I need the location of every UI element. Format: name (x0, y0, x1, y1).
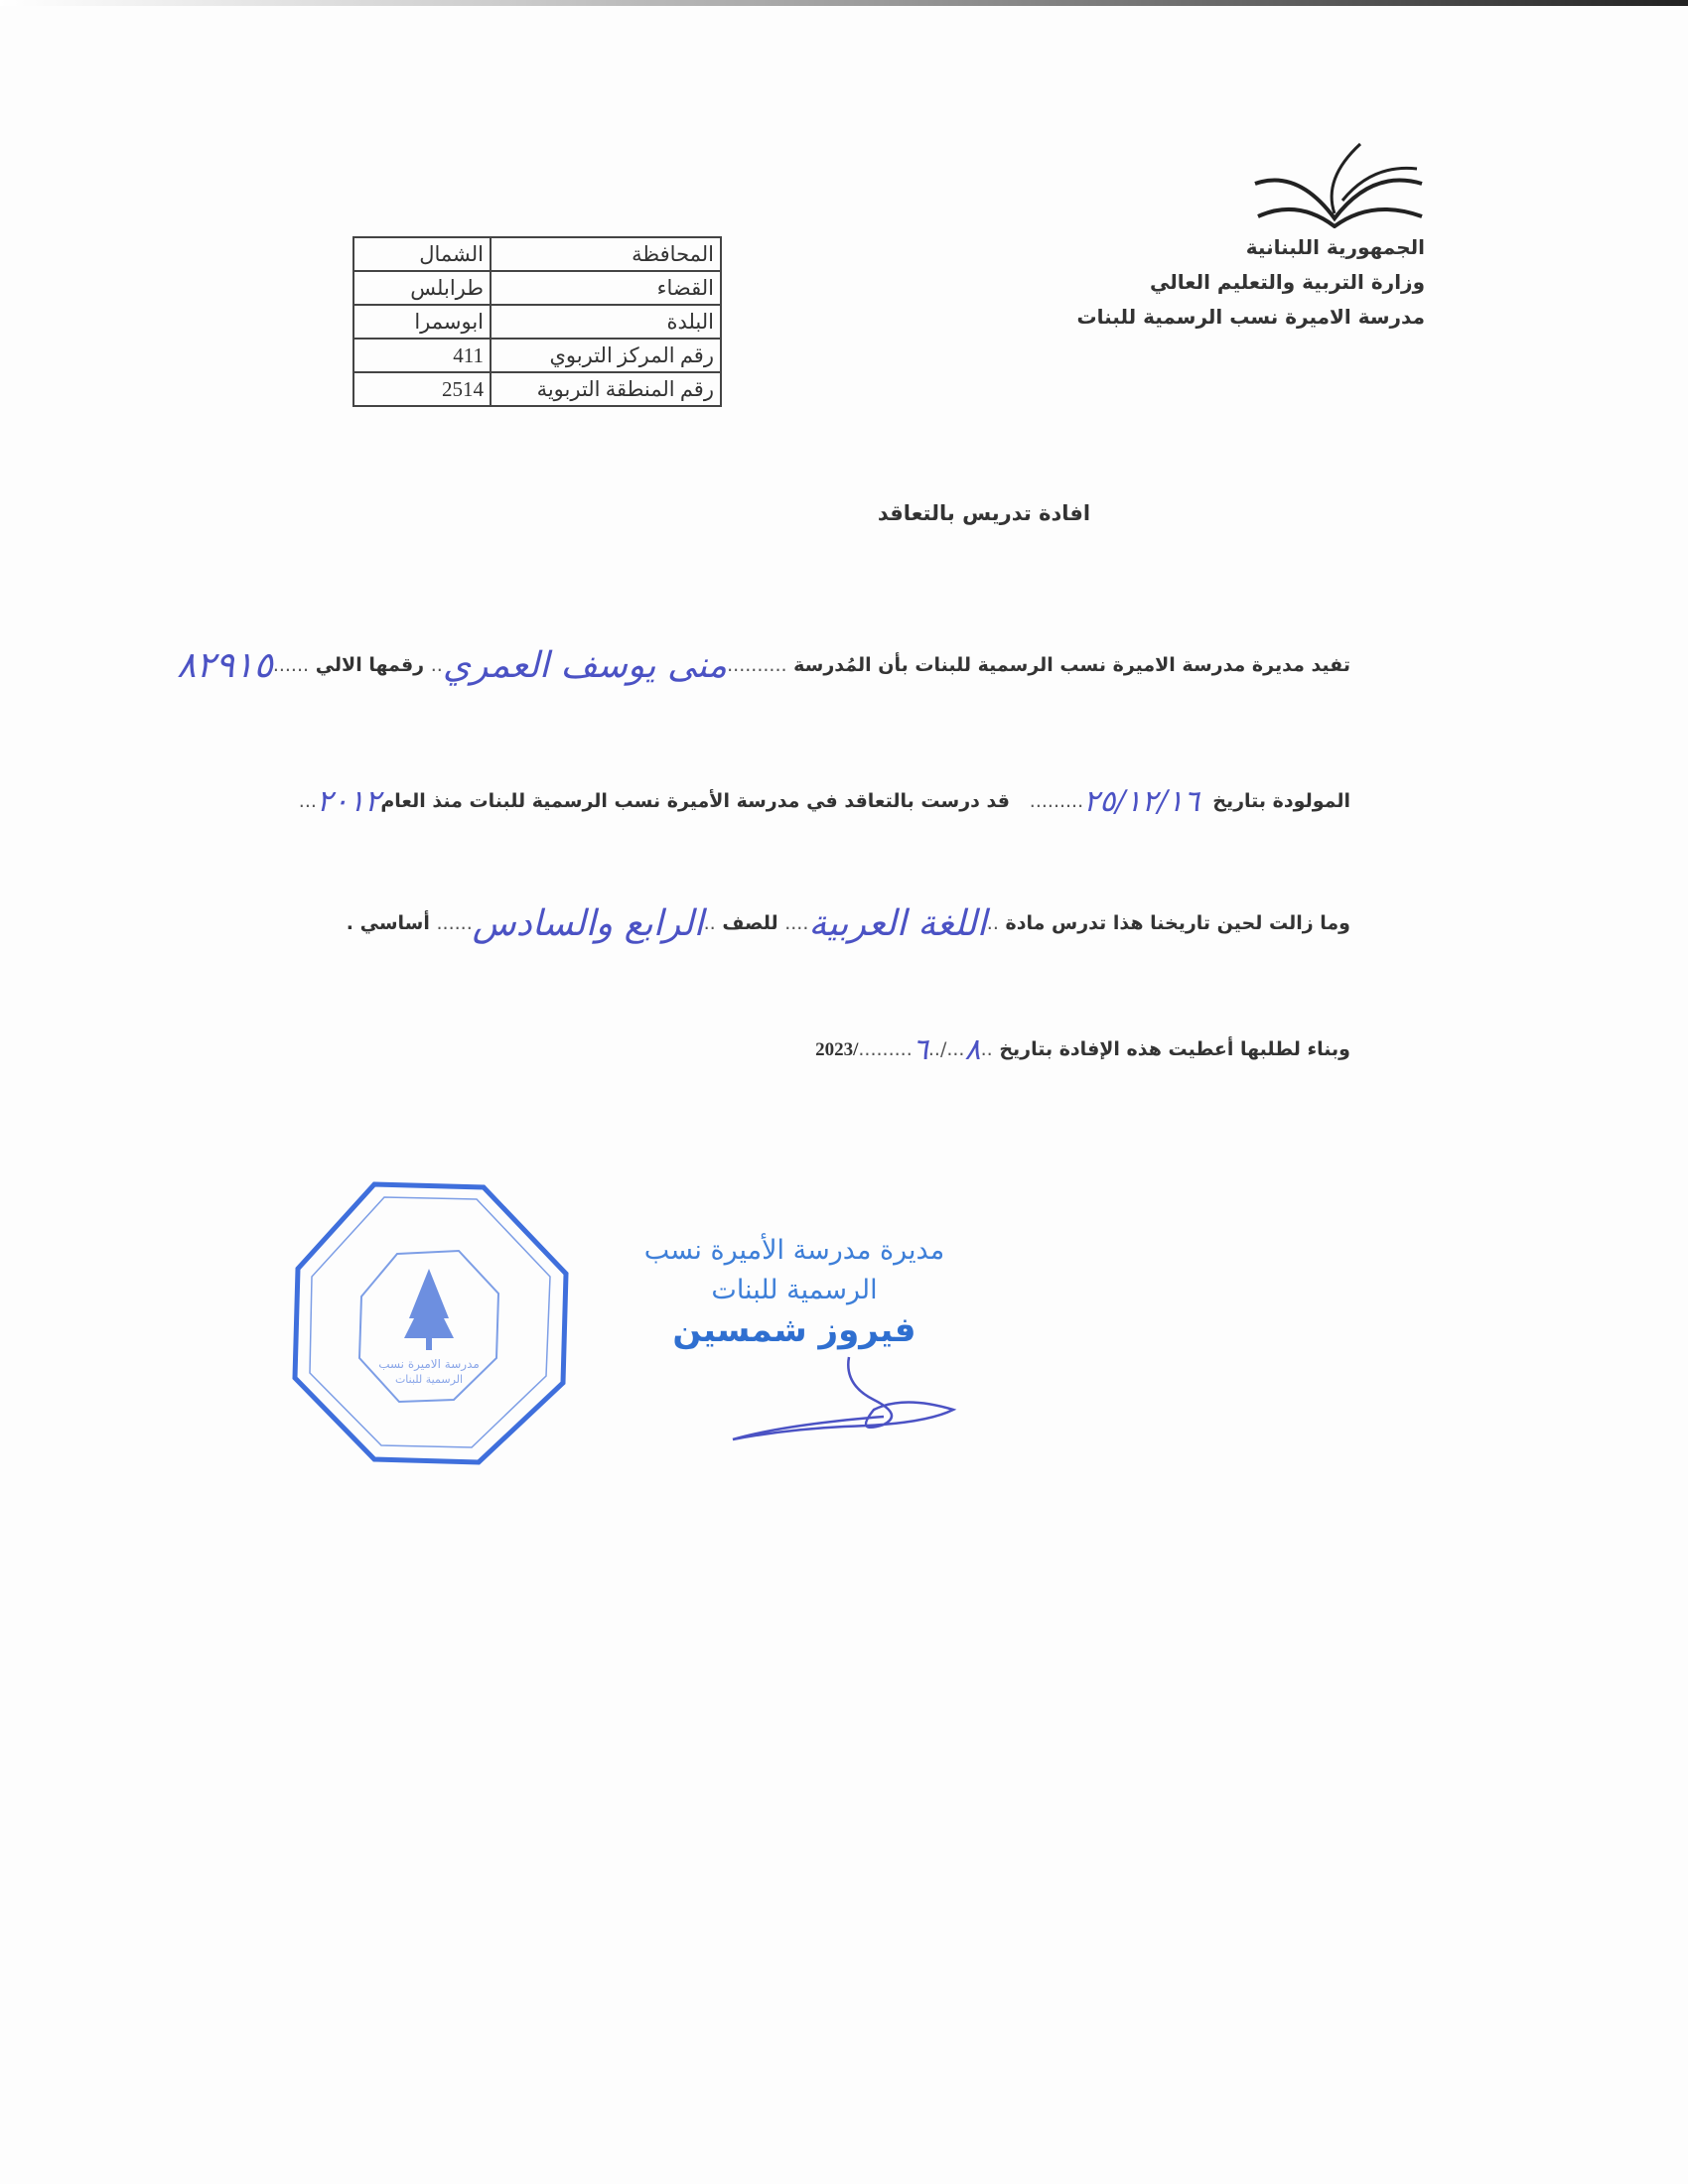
school-info-table (352, 236, 722, 407)
handwritten-signature-icon (725, 1355, 963, 1444)
handwritten-name: منى يوسف العمري (442, 645, 728, 686)
svg-text:مدرسة الاميرة نسب: مدرسة الاميرة نسب (378, 1357, 480, 1371)
director-signature-block (626, 1231, 963, 1350)
table-row (353, 372, 721, 406)
static-text: وبناء لطلبها أعطيت هذه الإفادة بتاريخ (999, 1038, 1350, 1060)
static-text: المولودة بتاريخ (1212, 790, 1350, 812)
handwritten-birth-date: ٢٥/١٢/١٦ (1083, 784, 1200, 819)
static-text: رقمها الالي (315, 654, 425, 676)
signature-title-line1: مديرة مدرسة الأميرة نسب (643, 1235, 945, 1266)
letterhead-country: الجمهورية اللبنانية (1245, 235, 1425, 259)
static-text: قد درست بالتعاقد في مدرسة الأميرة نسب الرسمية للبنات منذ العام (380, 790, 1010, 812)
row-value: طرابلس (353, 271, 491, 305)
row-label: القضاء (491, 271, 721, 305)
print-year: /2023 (815, 1039, 859, 1060)
letterhead-ministry: وزارة التربية والتعليم العالي (1150, 270, 1425, 294)
handwritten-grade: الرابع والسادس (472, 903, 704, 944)
row-value: الشمال (353, 237, 491, 271)
body-line-2: المولودة بتاريخ ٢٥/١٢/١٦......... قد درست بالتعاقد في مدرسة الأميرة نسب الرسمية للبنات منذ العام٢٠١٢... (298, 784, 1350, 819)
body-line-1: تفيد مديرة مدرسة الاميرة نسب الرسمية للبنات بأن المُدرسة ..........منى يوسف العمري.. رقمها الالي ......٨٢٩١٥ (177, 645, 1350, 686)
body-line-4: وبناء لطلبها أعطيت هذه الإفادة بتاريخ ..٨.../..٦........./2023 (815, 1032, 1350, 1067)
row-label: البلدة (491, 305, 721, 339)
table-row (353, 237, 721, 271)
signature-title-line2: الرسمية للبنات (711, 1275, 878, 1305)
handwritten-year: ٢٠١٢ (316, 784, 381, 819)
static-text: للصف (722, 912, 778, 934)
body-line-3: وما زالت لحين تاريخنا هذا تدرس مادة ..اللغة العربية.... للصف ..الرابع والسادس...... أساسي . (346, 903, 1350, 944)
director-name: فيروز شمسين (672, 1310, 916, 1350)
table-row (353, 271, 721, 305)
static-text: تفيد مديرة مدرسة الاميرة نسب الرسمية للبنات بأن المُدرسة (793, 654, 1350, 676)
handwritten-day: ٨ (964, 1032, 981, 1067)
letterhead-school: مدرسة الاميرة نسب الرسمية للبنات (1076, 305, 1425, 329)
official-stamp-icon (290, 1179, 573, 1467)
row-value: 2514 (353, 372, 491, 406)
handwritten-month: ٦ (912, 1032, 928, 1067)
scan-edge (0, 0, 1688, 6)
static-text: أساسي . (346, 912, 430, 934)
document-title: افادة تدريس بالتعاقد (877, 501, 1091, 525)
static-text: وما زالت لحين تاريخنا هذا تدرس مادة (1005, 912, 1350, 934)
table-row (353, 339, 721, 372)
ministry-logo-icon (1253, 139, 1427, 228)
svg-text:الرسمية للبنات: الرسمية للبنات (394, 1373, 464, 1386)
row-label: رقم المنطقة التربوية (491, 372, 721, 406)
letterhead (1077, 230, 1425, 335)
handwritten-number: ٨٢٩١٥ (177, 645, 273, 686)
row-label: المحافظة (491, 237, 721, 271)
row-value: 411 (353, 339, 491, 372)
row-label: رقم المركز التربوي (491, 339, 721, 372)
handwritten-subject: اللغة العربية (808, 903, 987, 944)
row-value: ابوسمرا (353, 305, 491, 339)
table-row (353, 305, 721, 339)
